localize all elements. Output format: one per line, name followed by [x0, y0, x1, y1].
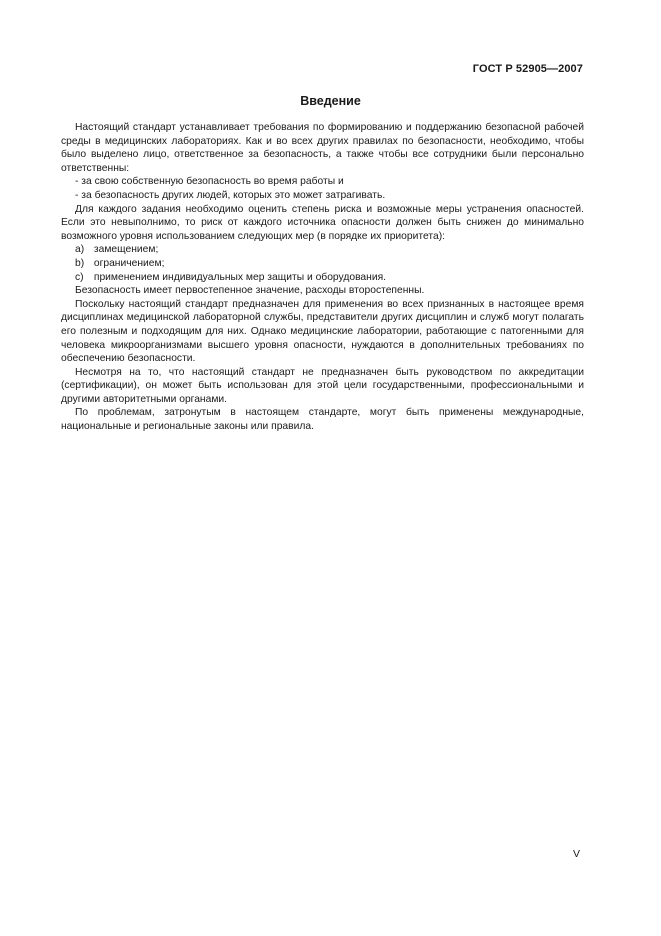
list-item-c: [61, 271, 584, 285]
paragraph-risk-assessment: Для каждого задания необходимо оценить степень риска и возможные меры устранения опасностей. Если это невыполнимо, то риск от каждого источника опасности должен быть снижен до минимально возможного уровня использованием следующих мер (в порядке их приоритета):: [61, 203, 584, 242]
paragraph-scope: Поскольку настоящий стандарт предназначен для применения во всех признанных в настоящее время дисциплинах медицинской лабораторной службы, представители других дисциплин и служб могут полагать его полезным и подходящим для них. Однако медицинские лаборатории, работающие с патогенными для человека микроорганизмами высшего уровня опасности, нуждаются в дополнительных требованиях по обеспечению безопасности.: [61, 298, 584, 365]
list-item-a: [61, 243, 584, 257]
list-marker-b: b): [75, 257, 85, 269]
standard-designation: ГОСТ Р 52905—2007: [472, 63, 583, 75]
list-text-c: применением индивидуальных мер защиты и оборудования.: [93, 271, 387, 283]
paragraph-intro: Настоящий стандарт устанавливает требования по формированию и поддержанию безопасной рабочей среды в медицинских лабораториях. Как и во всех других правилах по безопасности, необходимо, чтобы было выделено лицо, ответственное за безопасность, а также чтобы все сотрудники были персонально ответственны:: [61, 122, 584, 174]
document-body: [61, 121, 584, 434]
dash-item-own-safety: - за свою собственную безопасность во время работы и: [75, 176, 344, 188]
page-number: V: [572, 848, 580, 860]
list-item-b: [61, 257, 584, 271]
list-marker-c: c): [75, 271, 84, 283]
paragraph-laws: По проблемам, затронутым в настоящем стандарте, могут быть применены международные, национальные и региональные законы или правила.: [61, 407, 584, 433]
list-text-a: замещением;: [93, 244, 159, 256]
page-title: Введение: [300, 94, 361, 108]
list-text-b: ограничением;: [93, 257, 165, 269]
paragraph-safety-priority: Безопасность имеет первостепенное значение, расходы второстепенны.: [75, 285, 425, 297]
list-marker-a: a): [75, 244, 85, 256]
paragraph-accreditation: Несмотря на то, что настоящий стандарт не предназначен быть руководством по аккредитации (сертификации), он может быть использован для этой цели государственными, профессиональными и другими авторитетными органами.: [61, 366, 584, 405]
dash-item-others-safety: - за безопасность других людей, которых это может затрагивать.: [75, 189, 386, 201]
